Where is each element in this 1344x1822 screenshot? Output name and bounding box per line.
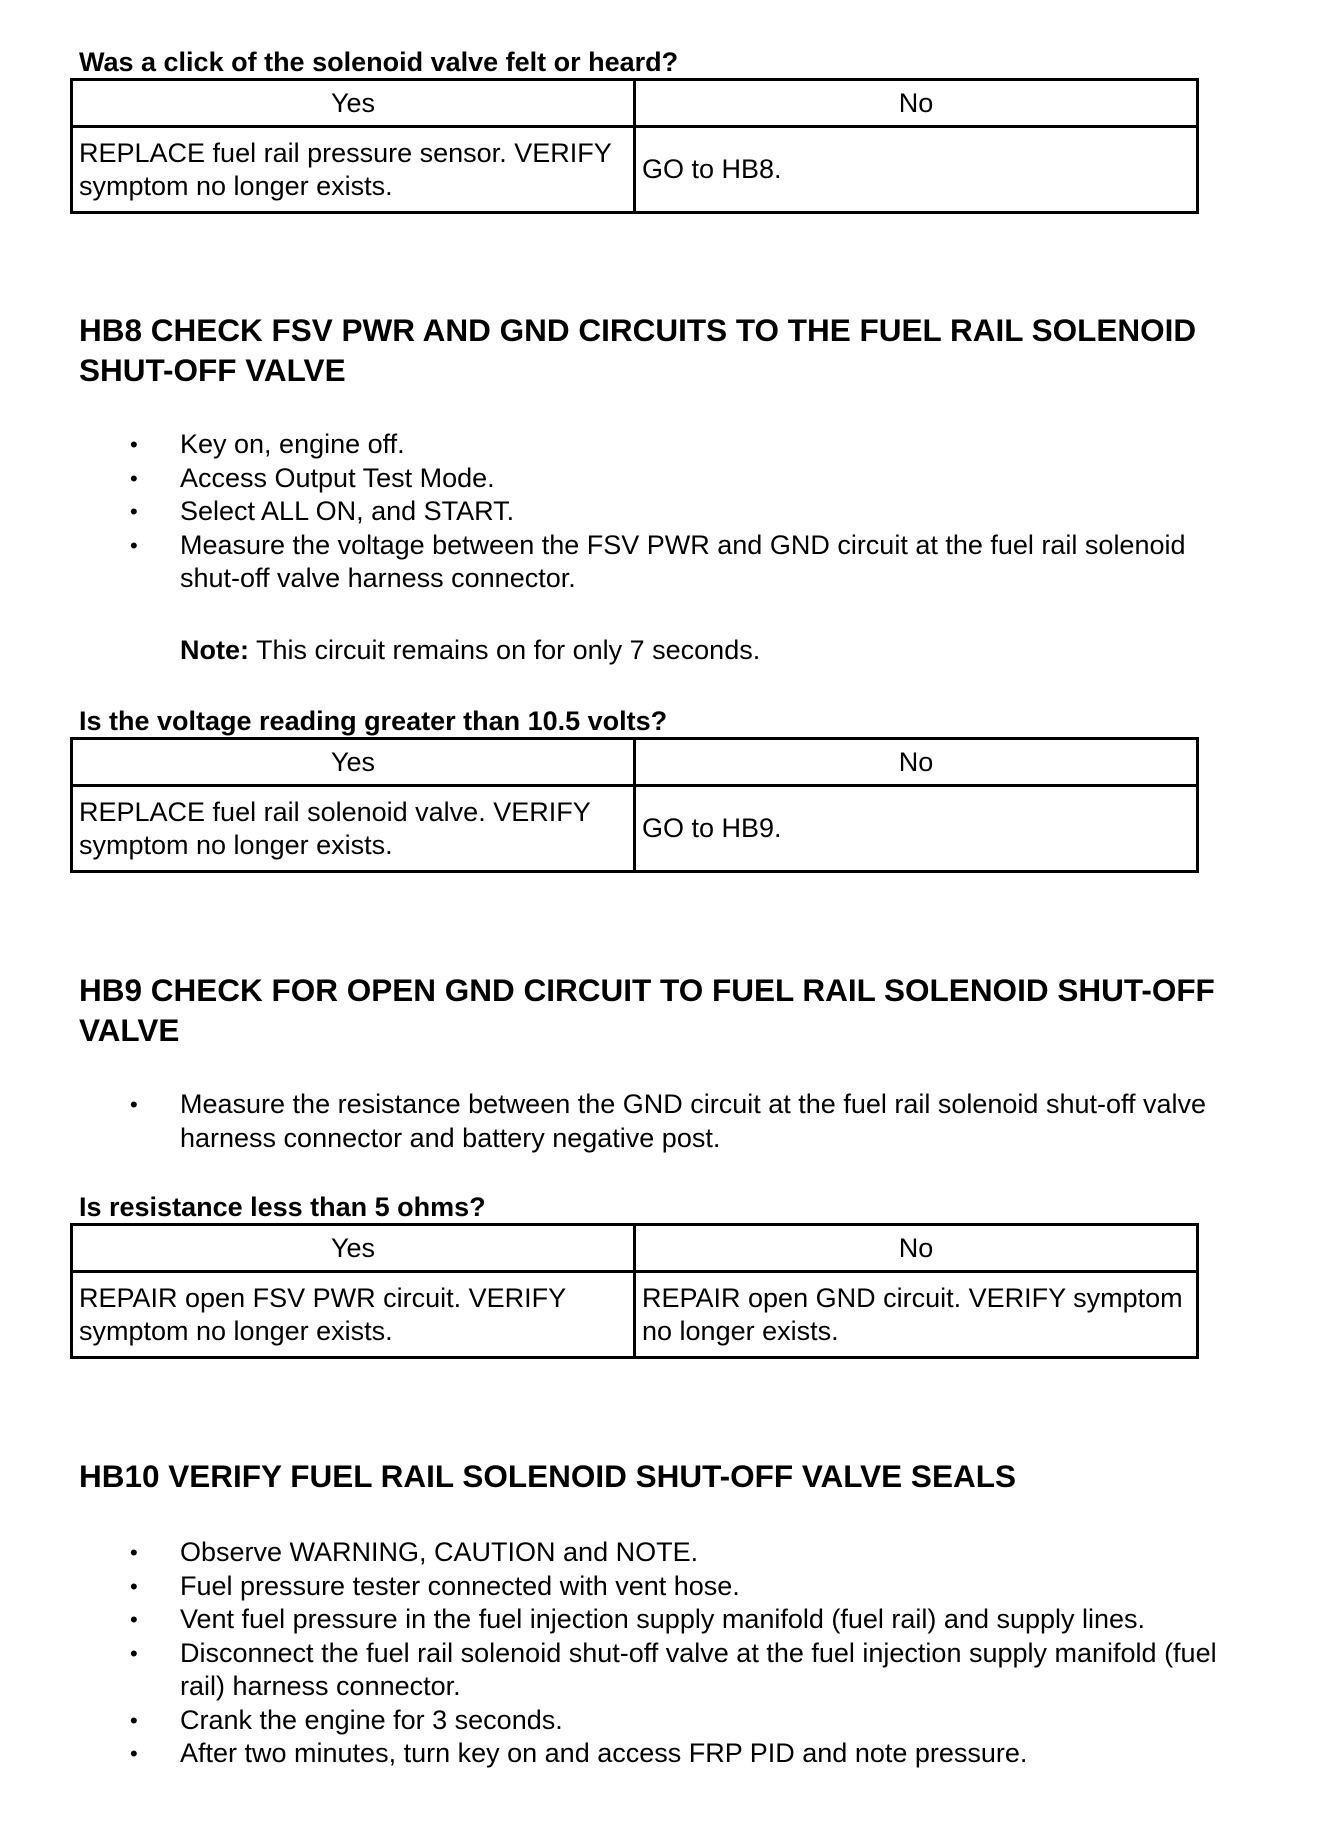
decision-table-resistance (70, 1223, 1199, 1359)
list-item: • After two minutes, turn key on and access FRP PID and note pressure. (0, 1737, 1300, 1771)
section-title-hb10: HB10 VERIFY FUEL RAIL SOLENOID SHUT-OFF VALVE SEALS (79, 1458, 1016, 1494)
list-item: • Fuel pressure tester connected with vent hose. (0, 1570, 1300, 1604)
no-action: GO to HB9. (635, 786, 1198, 872)
bullet-icon: • (130, 1640, 138, 1666)
no-header: No (635, 1225, 1198, 1272)
list-item: • Measure the resistance between the GND circuit at the fuel rail solenoid shut-off valve harness connector and battery negative post. (130, 1089, 1207, 1153)
question-solenoid-click: Was a click of the solenoid valve felt or heard? (79, 47, 679, 77)
question-voltage: Is the voltage reading greater than 10.5 volts? (79, 706, 668, 736)
yes-header: Yes (72, 739, 635, 786)
bullet-icon: • (130, 1741, 138, 1766)
list-item: • Crank the engine for 3 seconds. (0, 1704, 1300, 1738)
note-text: This circuit remains on for only 7 seconds. (249, 635, 761, 665)
bullet-icon: • (130, 1707, 138, 1733)
bullet-icon: • (130, 1607, 138, 1632)
yes-header: Yes (72, 80, 635, 127)
bullet-icon: • (130, 1573, 138, 1599)
question-resistance: Is resistance less than 5 ohms? (79, 1192, 486, 1222)
steps-list-hb10 (0, 1536, 1300, 1771)
steps-list-hb9 (0, 1088, 1300, 1155)
no-action: GO to HB8. (635, 127, 1198, 213)
yes-action: REPAIR open FSV PWR circuit. VERIFY symptom no longer exists. (72, 1272, 635, 1358)
no-header: No (635, 80, 1198, 127)
bullet-icon: • (130, 1092, 138, 1117)
yes-header: Yes (72, 1225, 635, 1272)
bullet-icon: • (130, 432, 138, 457)
list-item: • Select ALL ON, and START. (0, 495, 1300, 529)
list-item: • Vent fuel pressure in the fuel injection supply manifold (fuel rail) and supply lines. (0, 1603, 1300, 1637)
bullet-icon: • (130, 499, 138, 524)
bullet-icon: • (130, 532, 138, 558)
no-action: REPAIR open GND circuit. VERIFY symptom no longer exists. (635, 1272, 1198, 1358)
yes-action: REPLACE fuel rail pressure sensor. VERIFY symptom no longer exists. (72, 127, 635, 213)
section-title-hb8: HB8 CHECK FSV PWR AND GND CIRCUITS TO THE FUEL RAIL SOLENOID SHUT-OFF VALVE (79, 312, 1197, 388)
list-item: • Observe WARNING, CAUTION and NOTE. (0, 1536, 1300, 1570)
list-item: • Key on, engine off. (0, 428, 1300, 462)
decision-table-solenoid-click (70, 78, 1199, 214)
yes-action: REPLACE fuel rail solenoid valve. VERIFY symptom no longer exists. (72, 786, 635, 872)
list-item: • Access Output Test Mode. (0, 462, 1300, 496)
bullet-icon: • (130, 465, 138, 491)
note-label: Note: (180, 635, 249, 665)
note-hb8 (180, 634, 760, 667)
bullet-icon: • (130, 1540, 138, 1565)
steps-list-hb8 (0, 428, 1300, 596)
list-item: • Disconnect the fuel rail solenoid shut-off valve at the fuel injection supply manifold (fuel rail) harness connector. (130, 1637, 1217, 1701)
decision-table-voltage (70, 737, 1199, 873)
list-item: • Measure the voltage between the FSV PWR and GND circuit at the fuel rail solenoid shut-off valve harness connector. (130, 529, 1186, 593)
section-title-hb9: HB9 CHECK FOR OPEN GND CIRCUIT TO FUEL RAIL SOLENOID SHUT-OFF VALVE (79, 972, 1215, 1048)
no-header: No (635, 739, 1198, 786)
